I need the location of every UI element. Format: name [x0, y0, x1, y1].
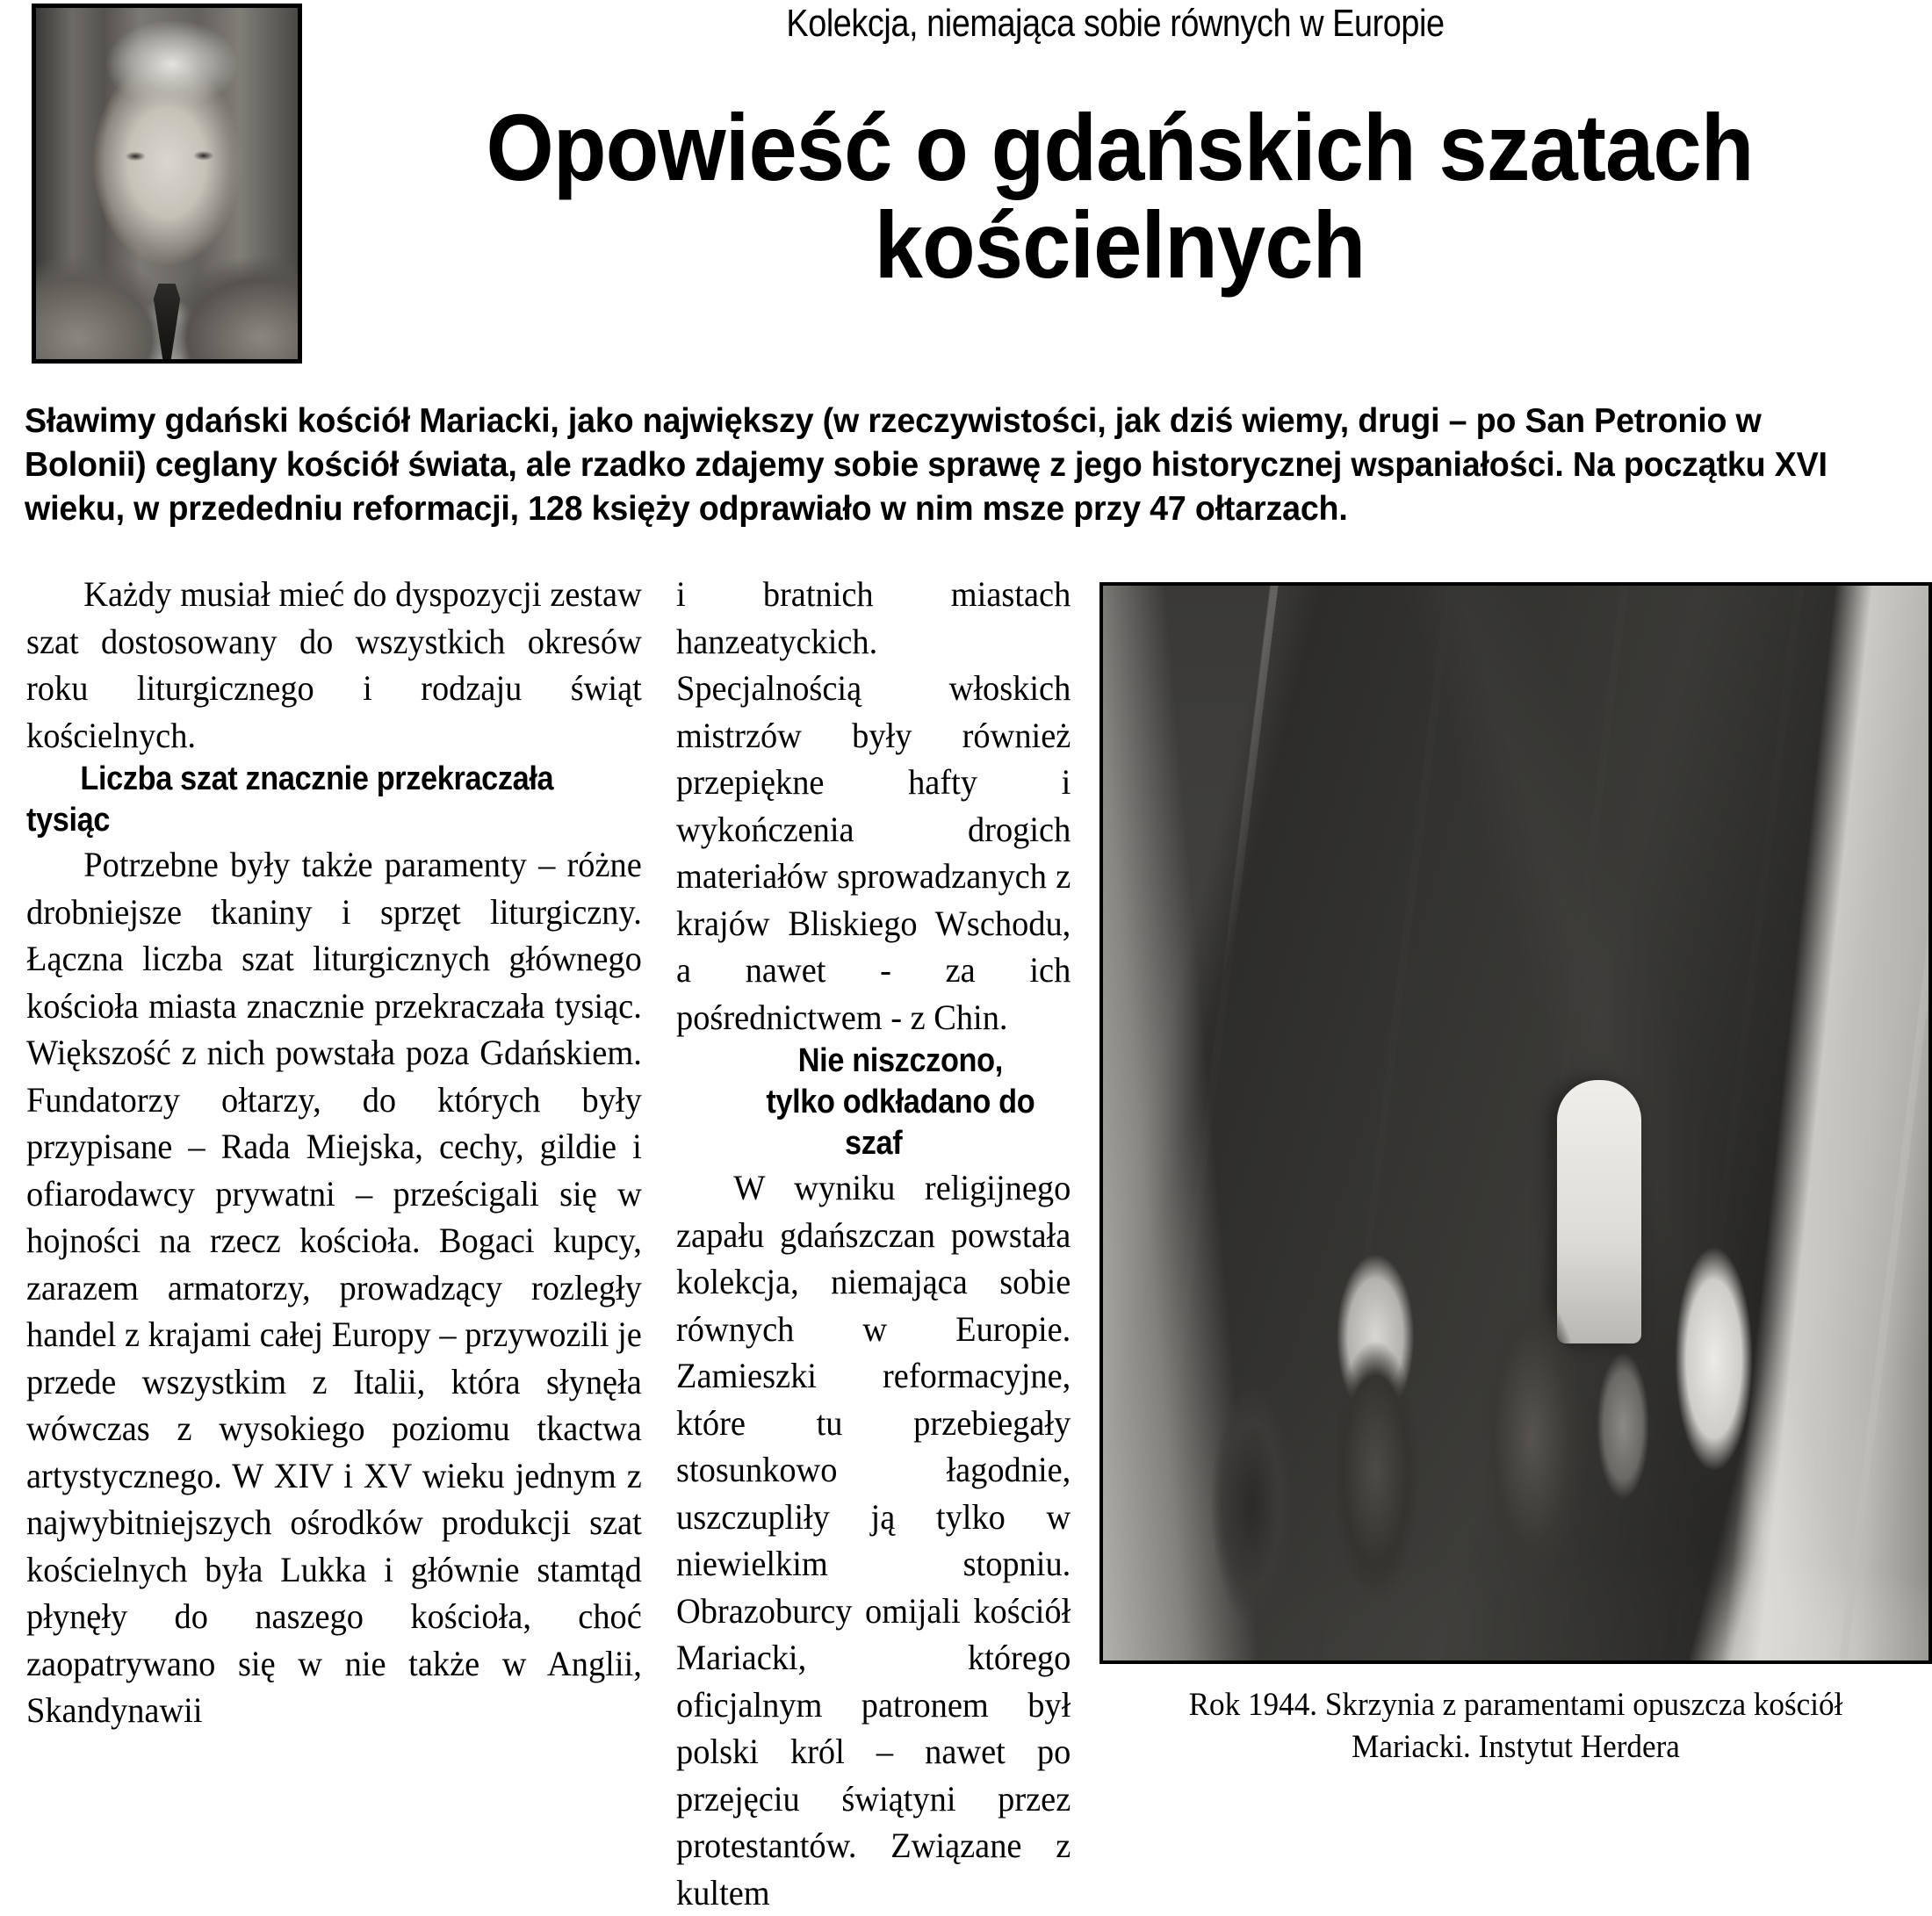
section-subheading-middle-line-1: Nie niszczono,: [797, 1042, 1003, 1079]
masthead: [0, 0, 1932, 378]
author-portrait: [32, 4, 302, 364]
photo-caption: Rok 1944. Skrzynia z paramentami opuszcza kościół Mariacki. Instytut Herdera: [1188, 1687, 1843, 1765]
paragraph: W wyniku religijnego zapału gdańszczan powstała kolekcja, niemająca sobie równych w Europie. Zamieszki reformacyjne, które tu przebiegały stosunkowo łagodnie, uszczupliły ją tylko w niewielkim stopniu. Obrazoburcy omijali kościół Mariacki, którego oficjalnym patronem był polski król – nawet po przejęciu świątyni przez protestantów. Związane z kultem: [676, 1168, 1071, 1912]
paragraph: Potrzebne były także paramenty – różne drobniejsze tkaniny i sprzęt liturgiczny. Łączna liczba szat liturgicznych głównego kościoła miasta znacznie przekraczała tysiąc. Większość z nich powstała poza Gdańskiem. Fundatorzy ołtarzy, do których były przypisane – Rada Miejska, cechy, gildie i ofiarodawcy prywatni – prześcigali się w hojności na rzecz kościoła. Bogaci kupcy, zarazem armatorzy, prowadzący rozległy handel z krajami całej Europy – przywozili je przede wszystkim z Italii, która słynęła wówczas z wysokiego poziomu tkactwa artystycznego. W XIV i XV wieku jednym z najwybitniejszych ośrodków produkcji szat kościelnych była Lukka i głównie stamtąd płynęły do naszego kościoła, choć zaopatrywano się w nie także w Anglii, Skandynawii: [26, 845, 642, 1730]
column-left: [26, 571, 642, 1734]
page-title: [380, 94, 1859, 299]
headline-line-2: kościelnych: [874, 191, 1366, 299]
author-portrait-image: [36, 8, 298, 359]
headline-line-1: Opowieść o gdańskich szatach: [486, 94, 1754, 200]
article-lead: Sławimy gdański kościół Mariacki, jako największy (w rzeczywistości, jak dziś wiemy, drugi – po San Petronio w Bolonii) ceglany kościół świata, ale rzadko zdajemy sobie sprawę z jego historycznej wspaniałości. Na początku XVI wieku, w przededniu reformacji, 128 księży odprawiało w nim msze przy 47 ołtarzach.: [25, 402, 1827, 528]
article-kicker: Kolekcja, niemająca sobie równych w Europie: [786, 2, 1445, 45]
column-middle: [676, 571, 1071, 1916]
section-subheading-left: Liczba szat znacznie przekraczała tysiąc: [26, 760, 554, 839]
paragraph: i bratnich miastach hanzeatyckich. Specjalnością włoskich mistrzów były również przepiękne hafty i wykończenia drogich materiałów sprowadzanych z krajów Bliskiego Wschodu, a nawet - za ich pośrednictwem - z Chin.: [676, 574, 1071, 1037]
article-photo: [1099, 582, 1932, 1664]
article-photo-image: [1103, 586, 1928, 1660]
paragraph: Każdy musiał mieć do dyspozycji zestaw szat dostosowany do wszystkich okresów roku liturgicznego i rodzaju świąt kościelnych.: [26, 574, 642, 755]
section-subheading-middle-line-2: tylko odkładano do szaf: [766, 1084, 1035, 1162]
